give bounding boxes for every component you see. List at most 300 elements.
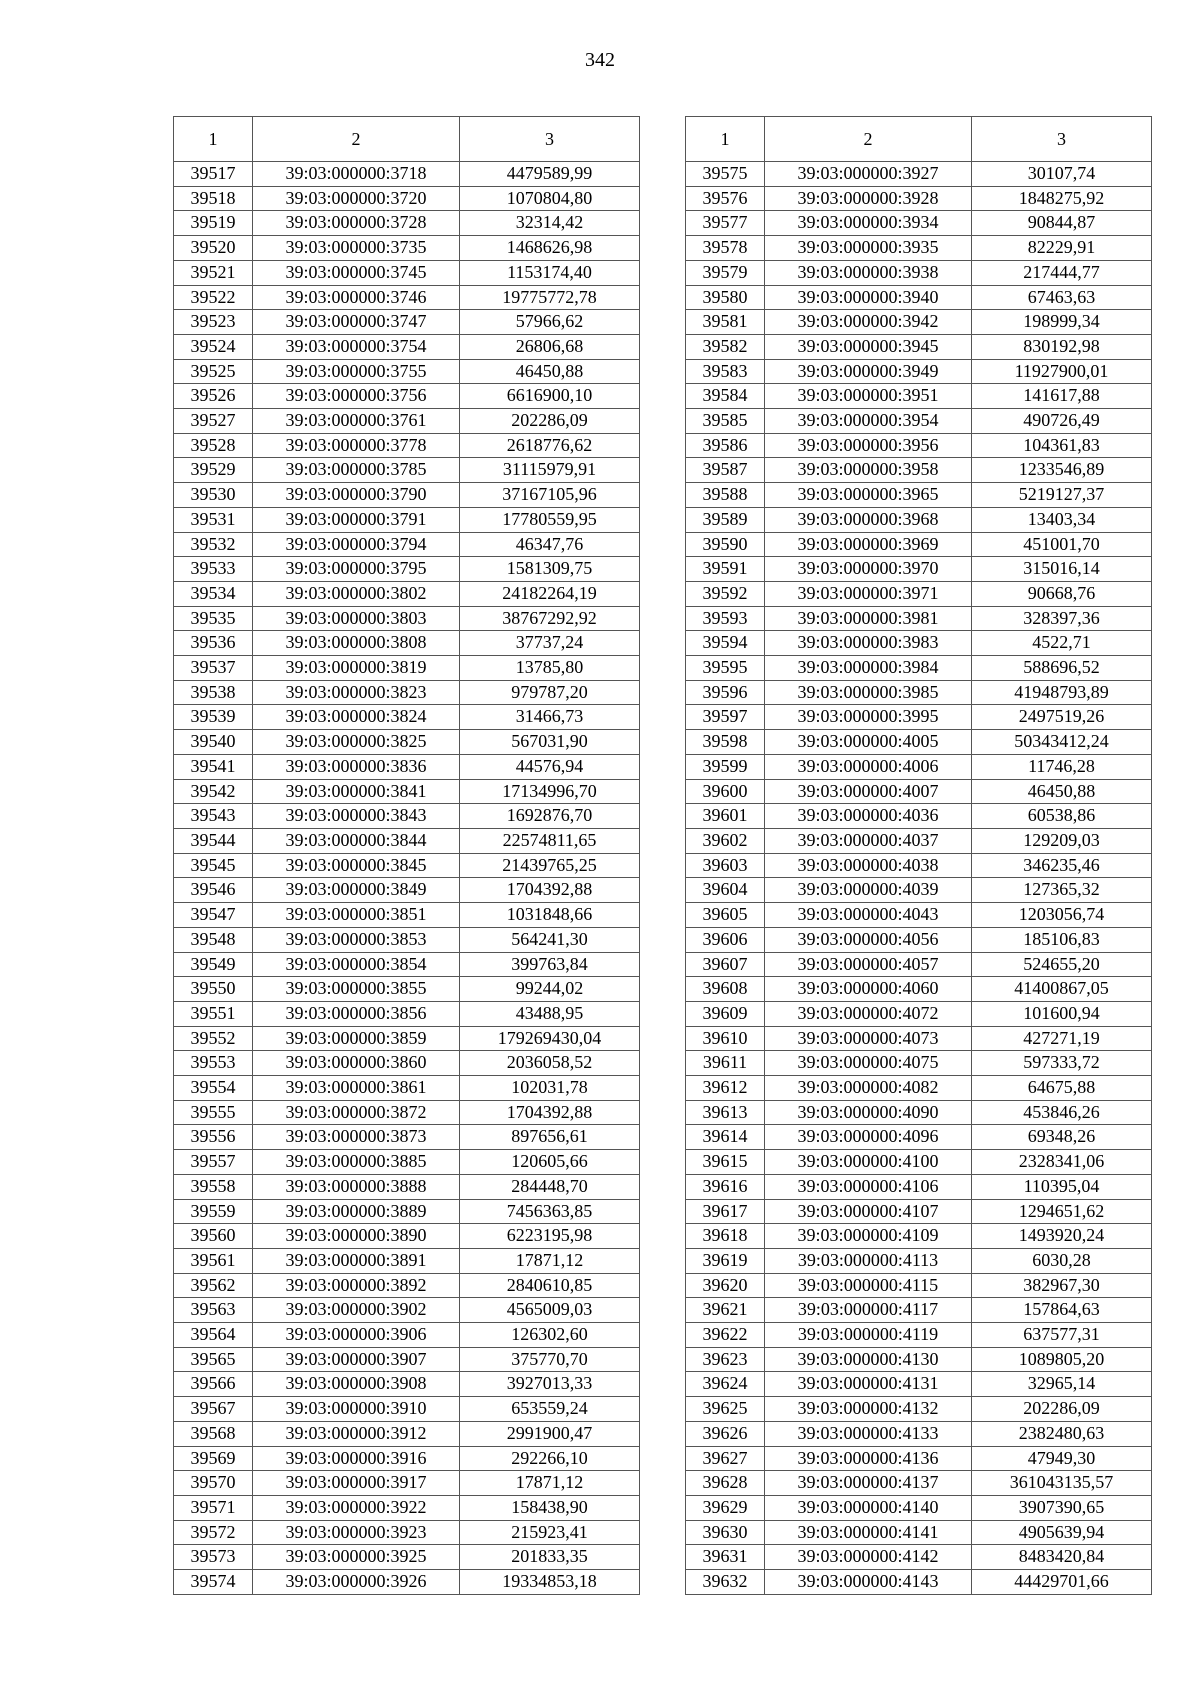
table-row: [174, 631, 640, 656]
table-row: [174, 878, 640, 903]
row-number-cell: 39549: [174, 952, 253, 977]
cadastral-number-cell: 39:03:000000:3942: [765, 310, 972, 335]
table-row: [174, 1298, 640, 1323]
value-cell: 17134996,70: [460, 779, 640, 804]
table-row: [174, 1446, 640, 1471]
table-row: [686, 384, 1152, 409]
value-cell: 126302,60: [460, 1323, 640, 1348]
table-row: [686, 1076, 1152, 1101]
cadastral-number-cell: 39:03:000000:4060: [765, 977, 972, 1002]
value-cell: 4565009,03: [460, 1298, 640, 1323]
row-number-cell: 39590: [686, 532, 765, 557]
value-cell: 32965,14: [972, 1372, 1152, 1397]
cadastral-number-cell: 39:03:000000:4106: [765, 1174, 972, 1199]
value-cell: 2036058,52: [460, 1051, 640, 1076]
row-number-cell: 39591: [686, 557, 765, 582]
value-cell: 157864,63: [972, 1298, 1152, 1323]
row-number-cell: 39518: [174, 186, 253, 211]
row-number-cell: 39553: [174, 1051, 253, 1076]
value-cell: 1031848,66: [460, 903, 640, 928]
table-row: [174, 1100, 640, 1125]
row-number-cell: 39582: [686, 334, 765, 359]
cadastral-number-cell: 39:03:000000:4119: [765, 1323, 972, 1348]
table-row: [174, 557, 640, 582]
cadastral-number-cell: 39:03:000000:3756: [253, 384, 460, 409]
table-row: [686, 310, 1152, 335]
value-cell: 4905639,94: [972, 1520, 1152, 1545]
value-cell: 120605,66: [460, 1150, 640, 1175]
row-number-cell: 39605: [686, 903, 765, 928]
value-cell: 17780559,95: [460, 507, 640, 532]
value-cell: 13403,34: [972, 507, 1152, 532]
table-row: [686, 581, 1152, 606]
row-number-cell: 39523: [174, 310, 253, 335]
value-cell: 3927013,33: [460, 1372, 640, 1397]
row-number-cell: 39603: [686, 853, 765, 878]
table-row: [686, 754, 1152, 779]
cadastral-number-cell: 39:03:000000:3902: [253, 1298, 460, 1323]
row-number-cell: 39610: [686, 1026, 765, 1051]
table-row: [174, 1471, 640, 1496]
cadastral-number-cell: 39:03:000000:4056: [765, 927, 972, 952]
row-number-cell: 39594: [686, 631, 765, 656]
row-number-cell: 39578: [686, 236, 765, 261]
cadastral-number-cell: 39:03:000000:3844: [253, 828, 460, 853]
row-number-cell: 39592: [686, 581, 765, 606]
left-table-body: [174, 162, 640, 1595]
table-row: [686, 1545, 1152, 1570]
row-number-cell: 39599: [686, 754, 765, 779]
cadastral-number-cell: 39:03:000000:3985: [765, 680, 972, 705]
cadastral-number-cell: 39:03:000000:3861: [253, 1076, 460, 1101]
cadastral-number-cell: 39:03:000000:3856: [253, 1001, 460, 1026]
value-cell: 46347,76: [460, 532, 640, 557]
table-row: [174, 1026, 640, 1051]
cadastral-number-cell: 39:03:000000:3970: [765, 557, 972, 582]
cadastral-number-cell: 39:03:000000:4038: [765, 853, 972, 878]
column-header-cadastral: 2: [765, 117, 972, 162]
row-number-cell: 39619: [686, 1248, 765, 1273]
cadastral-number-cell: 39:03:000000:3747: [253, 310, 460, 335]
row-number-cell: 39609: [686, 1001, 765, 1026]
table-row: [174, 1150, 640, 1175]
value-cell: 315016,14: [972, 557, 1152, 582]
value-cell: 1704392,88: [460, 1100, 640, 1125]
table-row: [686, 927, 1152, 952]
table-row: [174, 162, 640, 187]
table-row: [174, 483, 640, 508]
cadastral-number-cell: 39:03:000000:3824: [253, 705, 460, 730]
value-cell: 185106,83: [972, 927, 1152, 952]
table-row: [686, 211, 1152, 236]
row-number-cell: 39532: [174, 532, 253, 557]
row-number-cell: 39617: [686, 1199, 765, 1224]
table-row: [174, 236, 640, 261]
value-cell: 158438,90: [460, 1495, 640, 1520]
value-cell: 979787,20: [460, 680, 640, 705]
row-number-cell: 39561: [174, 1248, 253, 1273]
value-cell: 17871,12: [460, 1248, 640, 1273]
cadastral-number-cell: 39:03:000000:3885: [253, 1150, 460, 1175]
cadastral-number-cell: 39:03:000000:4137: [765, 1471, 972, 1496]
table-row: [686, 779, 1152, 804]
value-cell: 567031,90: [460, 730, 640, 755]
cadastral-number-cell: 39:03:000000:3873: [253, 1125, 460, 1150]
table-row: [686, 1372, 1152, 1397]
table-header-row: [174, 117, 640, 162]
table-row: [174, 927, 640, 952]
cadastral-number-cell: 39:03:000000:3949: [765, 359, 972, 384]
cadastral-number-cell: 39:03:000000:3755: [253, 359, 460, 384]
cadastral-number-cell: 39:03:000000:3754: [253, 334, 460, 359]
table-row: [686, 730, 1152, 755]
table-row: [174, 1372, 640, 1397]
value-cell: 1848275,92: [972, 186, 1152, 211]
row-number-cell: 39572: [174, 1520, 253, 1545]
table-row: [686, 606, 1152, 631]
row-number-cell: 39542: [174, 779, 253, 804]
table-row: [686, 1323, 1152, 1348]
table-row: [174, 1397, 640, 1422]
cadastral-number-cell: 39:03:000000:4115: [765, 1273, 972, 1298]
table-row: [686, 359, 1152, 384]
cadastral-number-cell: 39:03:000000:3910: [253, 1397, 460, 1422]
row-number-cell: 39596: [686, 680, 765, 705]
value-cell: 1070804,80: [460, 186, 640, 211]
row-number-cell: 39583: [686, 359, 765, 384]
value-cell: 897656,61: [460, 1125, 640, 1150]
value-cell: 26806,68: [460, 334, 640, 359]
row-number-cell: 39568: [174, 1421, 253, 1446]
value-cell: 6030,28: [972, 1248, 1152, 1273]
row-number-cell: 39570: [174, 1471, 253, 1496]
table-row: [174, 1273, 640, 1298]
table-row: [686, 903, 1152, 928]
table-row: [174, 433, 640, 458]
cadastral-number-cell: 39:03:000000:4130: [765, 1347, 972, 1372]
table-row: [174, 1001, 640, 1026]
cadastral-number-cell: 39:03:000000:3890: [253, 1224, 460, 1249]
table-row: [686, 260, 1152, 285]
value-cell: 346235,46: [972, 853, 1152, 878]
column-header-value: 3: [972, 117, 1152, 162]
value-cell: 328397,36: [972, 606, 1152, 631]
table-row: [174, 1421, 640, 1446]
cadastral-number-cell: 39:03:000000:3945: [765, 334, 972, 359]
cadastral-number-cell: 39:03:000000:3912: [253, 1421, 460, 1446]
cadastral-number-cell: 39:03:000000:3785: [253, 458, 460, 483]
value-cell: 202286,09: [460, 409, 640, 434]
value-cell: 17871,12: [460, 1471, 640, 1496]
value-cell: 1704392,88: [460, 878, 640, 903]
row-number-cell: 39524: [174, 334, 253, 359]
cadastral-number-cell: 39:03:000000:3718: [253, 162, 460, 187]
row-number-cell: 39602: [686, 828, 765, 853]
value-cell: 19334853,18: [460, 1570, 640, 1595]
value-cell: 2618776,62: [460, 433, 640, 458]
value-cell: 43488,95: [460, 1001, 640, 1026]
table-row: [686, 557, 1152, 582]
table-row: [174, 730, 640, 755]
row-number-cell: 39622: [686, 1323, 765, 1348]
cadastral-number-cell: 39:03:000000:4113: [765, 1248, 972, 1273]
value-cell: 1493920,24: [972, 1224, 1152, 1249]
value-cell: 99244,02: [460, 977, 640, 1002]
value-cell: 64675,88: [972, 1076, 1152, 1101]
table-row: [174, 1224, 640, 1249]
value-cell: 1153174,40: [460, 260, 640, 285]
cadastral-number-cell: 39:03:000000:3795: [253, 557, 460, 582]
cadastral-number-cell: 39:03:000000:3825: [253, 730, 460, 755]
row-number-cell: 39586: [686, 433, 765, 458]
value-cell: 361043135,57: [972, 1471, 1152, 1496]
value-cell: 31115979,91: [460, 458, 640, 483]
value-cell: 69348,26: [972, 1125, 1152, 1150]
cadastral-number-cell: 39:03:000000:3845: [253, 853, 460, 878]
cadastral-number-cell: 39:03:000000:4090: [765, 1100, 972, 1125]
row-number-cell: 39544: [174, 828, 253, 853]
cadastral-number-cell: 39:03:000000:4039: [765, 878, 972, 903]
table-row: [174, 1125, 640, 1150]
row-number-cell: 39547: [174, 903, 253, 928]
table-row: [686, 409, 1152, 434]
cadastral-number-cell: 39:03:000000:4073: [765, 1026, 972, 1051]
table-row: [174, 1174, 640, 1199]
table-row: [174, 1248, 640, 1273]
right-table-body: [686, 162, 1152, 1595]
row-number-cell: 39587: [686, 458, 765, 483]
row-number-cell: 39560: [174, 1224, 253, 1249]
table-row: [686, 1051, 1152, 1076]
row-number-cell: 39522: [174, 285, 253, 310]
table-row: [686, 532, 1152, 557]
table-row: [686, 186, 1152, 211]
row-number-cell: 39564: [174, 1323, 253, 1348]
table-row: [174, 211, 640, 236]
row-number-cell: 39545: [174, 853, 253, 878]
table-row: [686, 162, 1152, 187]
row-number-cell: 39535: [174, 606, 253, 631]
column-header-cadastral: 2: [253, 117, 460, 162]
row-number-cell: 39598: [686, 730, 765, 755]
row-number-cell: 39631: [686, 1545, 765, 1570]
cadastral-number-cell: 39:03:000000:4075: [765, 1051, 972, 1076]
value-cell: 67463,63: [972, 285, 1152, 310]
value-cell: 179269430,04: [460, 1026, 640, 1051]
row-number-cell: 39615: [686, 1150, 765, 1175]
value-cell: 637577,31: [972, 1323, 1152, 1348]
cadastral-number-cell: 39:03:000000:3995: [765, 705, 972, 730]
table-row: [686, 458, 1152, 483]
value-cell: 44576,94: [460, 754, 640, 779]
value-cell: 41400867,05: [972, 977, 1152, 1002]
column-header-number: 1: [686, 117, 765, 162]
value-cell: 4479589,99: [460, 162, 640, 187]
table-row: [174, 1570, 640, 1595]
table-row: [686, 853, 1152, 878]
row-number-cell: 39628: [686, 1471, 765, 1496]
table-row: [686, 285, 1152, 310]
value-cell: 90844,87: [972, 211, 1152, 236]
cadastral-number-cell: 39:03:000000:4140: [765, 1495, 972, 1520]
value-cell: 375770,70: [460, 1347, 640, 1372]
cadastral-number-cell: 39:03:000000:4072: [765, 1001, 972, 1026]
value-cell: 44429701,66: [972, 1570, 1152, 1595]
value-cell: 82229,91: [972, 236, 1152, 261]
table-row: [686, 878, 1152, 903]
table-row: [686, 1421, 1152, 1446]
value-cell: 46450,88: [972, 779, 1152, 804]
cadastral-number-cell: 39:03:000000:3940: [765, 285, 972, 310]
table-row: [174, 359, 640, 384]
cadastral-number-cell: 39:03:000000:4142: [765, 1545, 972, 1570]
value-cell: 104361,83: [972, 433, 1152, 458]
value-cell: 37737,24: [460, 631, 640, 656]
cadastral-number-cell: 39:03:000000:3746: [253, 285, 460, 310]
cadastral-number-cell: 39:03:000000:4131: [765, 1372, 972, 1397]
cadastral-number-cell: 39:03:000000:3965: [765, 483, 972, 508]
value-cell: 101600,94: [972, 1001, 1152, 1026]
cadastral-number-cell: 39:03:000000:3954: [765, 409, 972, 434]
cadastral-number-cell: 39:03:000000:3808: [253, 631, 460, 656]
row-number-cell: 39526: [174, 384, 253, 409]
row-number-cell: 39614: [686, 1125, 765, 1150]
value-cell: 202286,09: [972, 1397, 1152, 1422]
page-number: 342: [585, 49, 615, 71]
cadastral-number-cell: 39:03:000000:3843: [253, 804, 460, 829]
row-number-cell: 39581: [686, 310, 765, 335]
table-row: [686, 433, 1152, 458]
table-row: [174, 1347, 640, 1372]
table-row: [174, 1199, 640, 1224]
cadastral-number-cell: 39:03:000000:4141: [765, 1520, 972, 1545]
cadastral-number-cell: 39:03:000000:3951: [765, 384, 972, 409]
value-cell: 2382480,63: [972, 1421, 1152, 1446]
cadastral-number-cell: 39:03:000000:3860: [253, 1051, 460, 1076]
table-row: [174, 853, 640, 878]
table-row: [174, 779, 640, 804]
cadastral-number-cell: 39:03:000000:3968: [765, 507, 972, 532]
cadastral-number-cell: 39:03:000000:3720: [253, 186, 460, 211]
row-number-cell: 39585: [686, 409, 765, 434]
table-row: [174, 705, 640, 730]
cadastral-number-cell: 39:03:000000:3854: [253, 952, 460, 977]
table-row: [686, 483, 1152, 508]
cadastral-number-cell: 39:03:000000:3761: [253, 409, 460, 434]
value-cell: 217444,77: [972, 260, 1152, 285]
cadastral-number-cell: 39:03:000000:3735: [253, 236, 460, 261]
row-number-cell: 39588: [686, 483, 765, 508]
cadastral-number-cell: 39:03:000000:3908: [253, 1372, 460, 1397]
value-cell: 597333,72: [972, 1051, 1152, 1076]
value-cell: 382967,30: [972, 1273, 1152, 1298]
row-number-cell: 39550: [174, 977, 253, 1002]
row-number-cell: 39621: [686, 1298, 765, 1323]
value-cell: 22574811,65: [460, 828, 640, 853]
cadastral-number-cell: 39:03:000000:3823: [253, 680, 460, 705]
table-row: [174, 656, 640, 681]
value-cell: 2497519,26: [972, 705, 1152, 730]
table-row: [174, 507, 640, 532]
cadastral-number-cell: 39:03:000000:4007: [765, 779, 972, 804]
value-cell: 57966,62: [460, 310, 640, 335]
table-row: [686, 1199, 1152, 1224]
table-row: [174, 458, 640, 483]
row-number-cell: 39525: [174, 359, 253, 384]
cadastral-number-cell: 39:03:000000:3923: [253, 1520, 460, 1545]
value-cell: 110395,04: [972, 1174, 1152, 1199]
row-number-cell: 39517: [174, 162, 253, 187]
cadastral-number-cell: 39:03:000000:4082: [765, 1076, 972, 1101]
value-cell: 588696,52: [972, 656, 1152, 681]
table-row: [686, 1224, 1152, 1249]
cadastral-number-cell: 39:03:000000:3981: [765, 606, 972, 631]
cadastral-number-cell: 39:03:000000:3794: [253, 532, 460, 557]
value-cell: 1581309,75: [460, 557, 640, 582]
row-number-cell: 39632: [686, 1570, 765, 1595]
cadastral-number-cell: 39:03:000000:3906: [253, 1323, 460, 1348]
value-cell: 141617,88: [972, 384, 1152, 409]
row-number-cell: 39606: [686, 927, 765, 952]
value-cell: 201833,35: [460, 1545, 640, 1570]
table-row: [686, 1570, 1152, 1595]
table-row: [686, 631, 1152, 656]
value-cell: 6223195,98: [460, 1224, 640, 1249]
row-number-cell: 39534: [174, 581, 253, 606]
value-cell: 31466,73: [460, 705, 640, 730]
value-cell: 524655,20: [972, 952, 1152, 977]
row-number-cell: 39519: [174, 211, 253, 236]
value-cell: 46450,88: [460, 359, 640, 384]
table-row: [174, 1323, 640, 1348]
value-cell: 90668,76: [972, 581, 1152, 606]
cadastral-number-cell: 39:03:000000:3851: [253, 903, 460, 928]
cadastral-number-cell: 39:03:000000:4057: [765, 952, 972, 977]
row-number-cell: 39577: [686, 211, 765, 236]
table-row: [174, 581, 640, 606]
value-cell: 2840610,85: [460, 1273, 640, 1298]
value-cell: 32314,42: [460, 211, 640, 236]
cadastral-number-cell: 39:03:000000:4133: [765, 1421, 972, 1446]
value-cell: 453846,26: [972, 1100, 1152, 1125]
value-cell: 2328341,06: [972, 1150, 1152, 1175]
table-row: [174, 409, 640, 434]
cadastral-number-cell: 39:03:000000:3803: [253, 606, 460, 631]
row-number-cell: 39595: [686, 656, 765, 681]
table-row: [686, 1125, 1152, 1150]
table-row: [686, 1100, 1152, 1125]
table-row: [174, 1051, 640, 1076]
cadastral-number-cell: 39:03:000000:3917: [253, 1471, 460, 1496]
table-row: [686, 1397, 1152, 1422]
cadastral-number-cell: 39:03:000000:3841: [253, 779, 460, 804]
cadastral-number-cell: 39:03:000000:4043: [765, 903, 972, 928]
table-row: [686, 680, 1152, 705]
table-row: [174, 680, 640, 705]
value-cell: 1692876,70: [460, 804, 640, 829]
cadastral-number-cell: 39:03:000000:3926: [253, 1570, 460, 1595]
value-cell: 30107,74: [972, 162, 1152, 187]
cadastral-number-cell: 39:03:000000:4136: [765, 1446, 972, 1471]
row-number-cell: 39551: [174, 1001, 253, 1026]
table-row: [686, 1150, 1152, 1175]
row-number-cell: 39575: [686, 162, 765, 187]
table-row: [174, 1076, 640, 1101]
row-number-cell: 39626: [686, 1421, 765, 1446]
row-number-cell: 39548: [174, 927, 253, 952]
value-cell: 2991900,47: [460, 1421, 640, 1446]
cadastral-number-cell: 39:03:000000:3892: [253, 1273, 460, 1298]
